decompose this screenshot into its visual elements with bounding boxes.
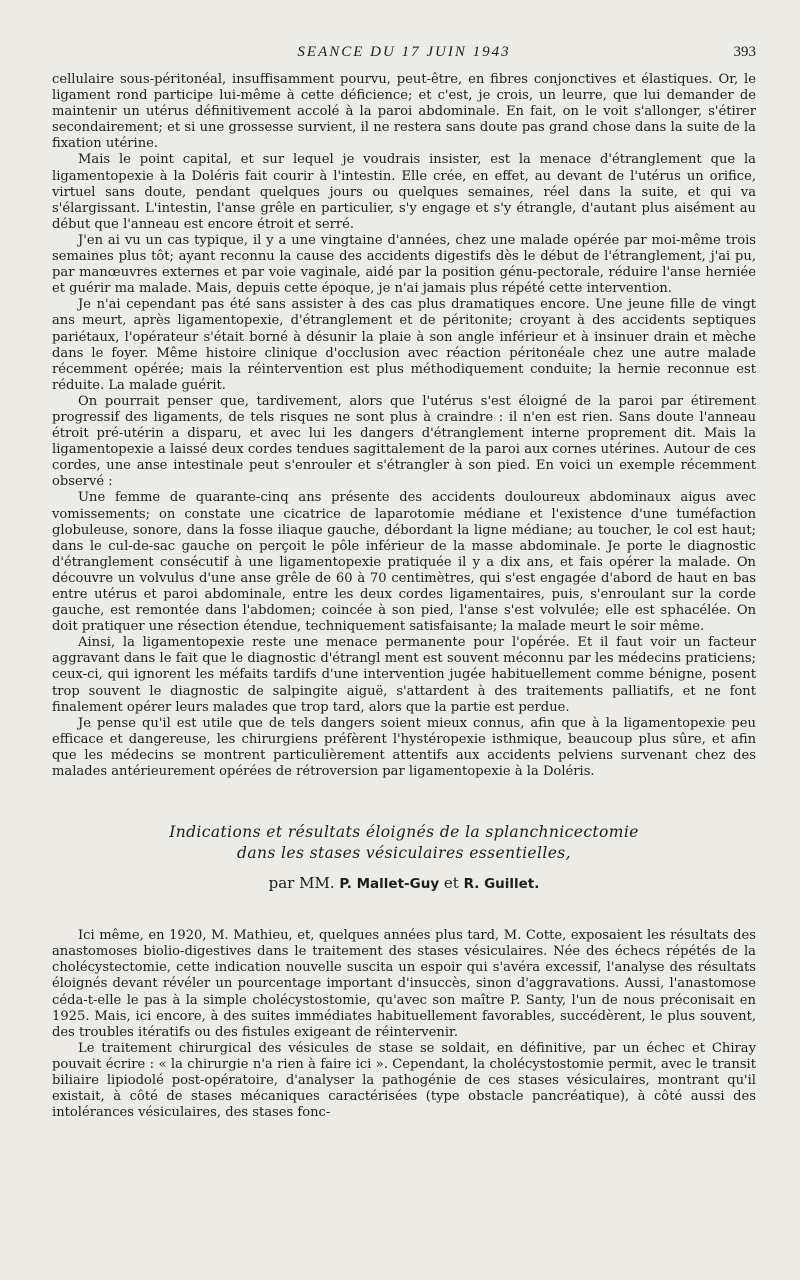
paragraph: Ici même, en 1920, M. Mathieu, et, quelques années plus tard, M. Cotte, exposaient les résultats des anastomoses biolio-digestives dans le traitement des stases vésiculaires. Née des échecs répétés de la cholécystectomie, cette indication nouvelle suscita un espoir qui s'avéra excessif, l'analyse des résultats éloignés devant révéler un pourcentage important d'insuccès, sinon d'aggravations. Aussi, l'anastomose céda-t-elle le pas à la simple cholécystostomie, qu'avec son maître P. Santy, l'un de nous préconisait en 1925. Mais, ici encore, à des suites immédiates habituellement favorables, succédèrent, le plus souvent, des troubles itératifs ou des fistules exigeant de réintervenir. xyxy=(52,928,756,1040)
article-title-line: Indications et résultats éloignés de la splanchnicectomie xyxy=(169,823,639,842)
page-number: 393 xyxy=(733,44,756,60)
article-authors xyxy=(52,874,756,892)
running-header xyxy=(52,44,756,72)
paragraph: Le traitement chirurgical des vésicules de stase se soldait, en définitive, par un échec et Chiray pouvait écrire : « la chirurgie n'a rien à faire ici ». Cependant, la cholécystostomie permit, avec le transit biliaire lipiodolé post-opératoire, d'analyser la pathogénie de ces stases vésiculaires, montrant qu'il existait, à côté de stases mécaniques caractérisées (type obstacle pancréatique), à côté aussi des intolérances vésiculaires, des stases fonc- xyxy=(52,1040,756,1121)
article-title-line: dans les stases vésiculaires essentielles, xyxy=(237,844,571,863)
author-name: P. Mallet-Guy xyxy=(339,876,440,893)
paragraph: Je pense qu'il est utile que de tels dangers soient mieux connus, afin que à la ligamentopexie peu efficace et dangereuse, les chirurgiens préfèrent l'hystéropexie isthmique, beaucoup plus sûre, et afin que les médecins se montrent particulièrement attentifs aux accidents pelviens survenant chez des malades antérieurement opérées de rétroversion par ligamentopexie à la Doléris. xyxy=(52,715,756,780)
article-body xyxy=(52,928,756,1121)
paragraph: J'en ai vu un cas typique, il y a une vingtaine d'années, chez une malade opérée par moi-même trois semaines plus tôt; ayant reconnu la cause des accidents digestifs dès le début de l'étranglement, j'ai pu, par manœuvres externes et par voie vaginale, aidé par la position génu-pectorale, réduire l'anse herniée et guérir ma malade. Mais, depuis cette époque, je n'ai jamais plus répété cette intervention. xyxy=(52,232,756,297)
running-title: SEANCE DU 17 JUIN 1943 xyxy=(297,44,511,60)
authors-joiner: et xyxy=(443,874,459,893)
paragraph: cellulaire sous-péritonéal, insuffisamment pourvu, peut-être, en fibres conjonctives et élastiques. Or, le ligament rond participe lui-même à cette déficience; et c'est, je crois, un leurre, que lui demander de maintenir un utérus définitivement accolé à la paroi abdominale. En fait, on le voit s'allonger, s'étirer secondairement; et si une grossesse survient, il ne restera sans doute pas grand chose dans la suite de la fixation utérine. xyxy=(52,72,756,152)
author-name: R. Guillet. xyxy=(463,876,540,893)
paragraph: On pourrait penser que, tardivement, alors que l'utérus s'est éloigné de la paroi par étirement progressif des ligaments, de tels risques ne sont plus à craindre : il n'en est rien. Sans doute l'anneau étroit pré-utérin a disparu, et avec lui les dangers d'étranglement interne proprement dit. Mais la ligamentopexie a laissé deux cordes tendues sagittalement de la paroi aux cornes utérines. Autour de ces cordes, une anse intestinale peut s'enrouler et s'étrangler à son pied. En voici un exemple récemment observé : xyxy=(52,393,756,490)
previous-article-text xyxy=(52,72,756,780)
authors-prefix: par MM. xyxy=(268,874,335,893)
paragraph: Je n'ai cependant pas été sans assister à des cas plus dramatiques encore. Une jeune fille de vingt ans meurt, après ligamentopexie, d'étranglement et de péritonite; croyant à des accidents septiques pariétaux, l'opérateur s'était borné à désunir la plaie à son angle inférieur et à insinuer drain et mèche dans le foyer. Même histoire clinique d'occlusion avec réaction péritonéale chez une autre malade récemment opérée; mais la réintervention est plus méthodiquement conduite; la hernie reconnue est réduite. La malade guérit. xyxy=(52,297,756,393)
article-title xyxy=(52,822,756,864)
paragraph: Une femme de quarante-cinq ans présente des accidents douloureux abdominaux aigus avec vomissements; on constate une cicatrice de laparotomie médiane et l'existence d'une tuméfaction globuleuse, sonore, dans la fosse iliaque gauche, débordant la ligne médiane; au toucher, le col est haut; dans le cul-de-sac gauche on perçoit le pôle inférieur de la masse abdominale. Je porte le diagnostic d'étranglement consécutif à une ligamentopexie pratiquée il y a dix ans, et fais opérer la malade. On découvre un volvulus d'une anse grêle de 60 à 70 centimètres, qui s'est engagée d'abord de haut en bas entre utérus et paroi abdominale, entre les deux cordes ligamentaires, puis, s'enroulant sur la corde gauche, est remontée dans l'abdomen; coincée à son pied, l'anse s'est volvulée; elle est sphacélée. On doit pratiquer une résection étendue, techniquement satisfaisante; la malade meurt le soir même. xyxy=(52,490,756,635)
paragraph: Ainsi, la ligamentopexie reste une menace permanente pour l'opérée. Et il faut voir un facteur aggravant dans le fait que le diagnostic d'étrangl ment est souvent méconnu par les médecins praticiens; ceux-ci, qui ignorent les méfaits tardifs d'une intervention jugée habituellement comme bénigne, posent trop souvent le diagnostic de salpingite aiguë, s'attardent à des traitements palliatifs, et ne font finalement opérer leurs malades que trop tard, alors que la partie est perdue. xyxy=(52,635,756,715)
paragraph: Mais le point capital, et sur lequel je voudrais insister, est la menace d'étranglement que la ligamentopexie à la Doléris fait courir à l'intestin. Elle crée, en effet, au devant de l'utérus un orifice, virtuel sans doute, pendant quelques jours ou quelques semaines, réel dans la suite, et qui va s'élargissant. L'intestin, l'anse grêle en particulier, s'y engage et s'y étrangle, d'autant plus aisément au début que l'anneau est encore étroit et serré. xyxy=(52,152,756,232)
